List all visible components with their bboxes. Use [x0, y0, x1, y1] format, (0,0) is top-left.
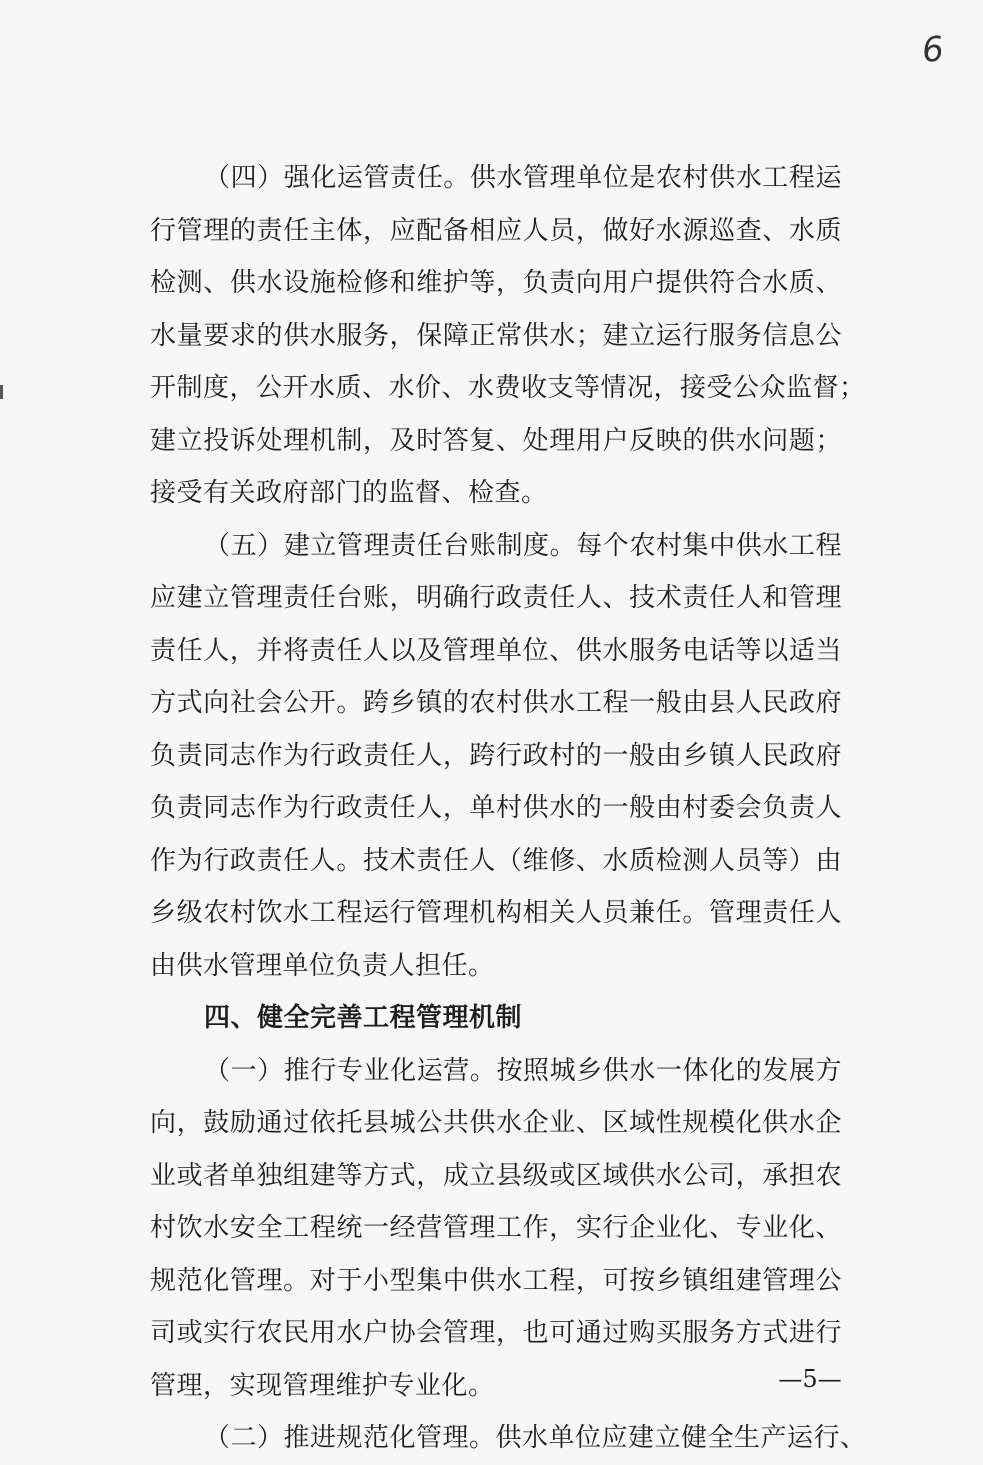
text-line: 由供水管理单位负责人担任。: [150, 950, 495, 981]
text-line: 业或者单独组建等方式，成立县级或区域供水公司，承担农: [150, 1160, 842, 1191]
text-line: 行管理的责任主体，应配备相应人员，做好水源巡查、水质: [150, 215, 842, 246]
handwritten-page-number: 6: [919, 28, 946, 72]
text-line: 乡级农村饮水工程运行管理机构相关人员兼任。管理责任人: [150, 898, 842, 928]
text-line: （二）推进规范化管理。供水单位应建立健全生产运行、: [204, 1423, 867, 1453]
text-line: 建立投诉处理机制，及时答复、处理用户反映的供水问题；: [150, 425, 842, 456]
text-line: 应建立管理责任台账，明确行政责任人、技术责任人和管理: [150, 583, 842, 613]
scan-edge-mark: [0, 385, 3, 399]
text-line: 作为行政责任人。技术责任人（维修、水质检测人员等）由: [150, 845, 842, 876]
text-line: 水量要求的供水服务，保障正常供水；建立运行服务信息公: [150, 320, 842, 351]
text-line: （一）推行专业化运营。按照城乡供水一体化的发展方: [204, 1055, 842, 1086]
text-line: 管理，实现管理维护专业化。: [150, 1370, 495, 1401]
text-line: 方式向社会公开。跨乡镇的农村供水工程一般由县人民政府: [150, 688, 842, 718]
text-line: 村饮水安全工程统一经营管理工作，实行企业化、专业化、: [150, 1213, 842, 1243]
text-line: 规范化管理。对于小型集中供水工程，可按乡镇组建管理公: [150, 1265, 842, 1296]
page-folio: —5—: [778, 1365, 842, 1393]
text-line: （四）强化运管责任。供水管理单位是农村供水工程运: [204, 163, 842, 193]
text-line: 向，鼓励通过依托县城公共供水企业、区域性规模化供水企: [150, 1108, 842, 1138]
text-line: 检测、供水设施检修和维护等，负责向用户提供符合水质、: [150, 268, 842, 298]
text-line: 责任人，并将责任人以及管理单位、供水服务电话等以适当: [150, 635, 842, 666]
text-line: 负责同志作为行政责任人，跨行政村的一般由乡镇人民政府: [150, 740, 842, 771]
text-line: 接受有关政府部门的监督、检查。: [150, 478, 548, 508]
text-line: 开制度，公开水质、水价、水费收支等情况，接受公众监督；: [150, 373, 866, 403]
text-line: 负责同志作为行政责任人，单村供水的一般由村委会负责人: [150, 793, 842, 823]
text-line: 司或实行农民用水户协会管理，也可通过购买服务方式进行: [150, 1318, 842, 1348]
body-text: [150, 152, 867, 1465]
section-heading: 四、健全完善工程管理机制: [204, 1003, 523, 1033]
text-line: （五）建立管理责任台账制度。每个农村集中供水工程: [204, 530, 842, 561]
